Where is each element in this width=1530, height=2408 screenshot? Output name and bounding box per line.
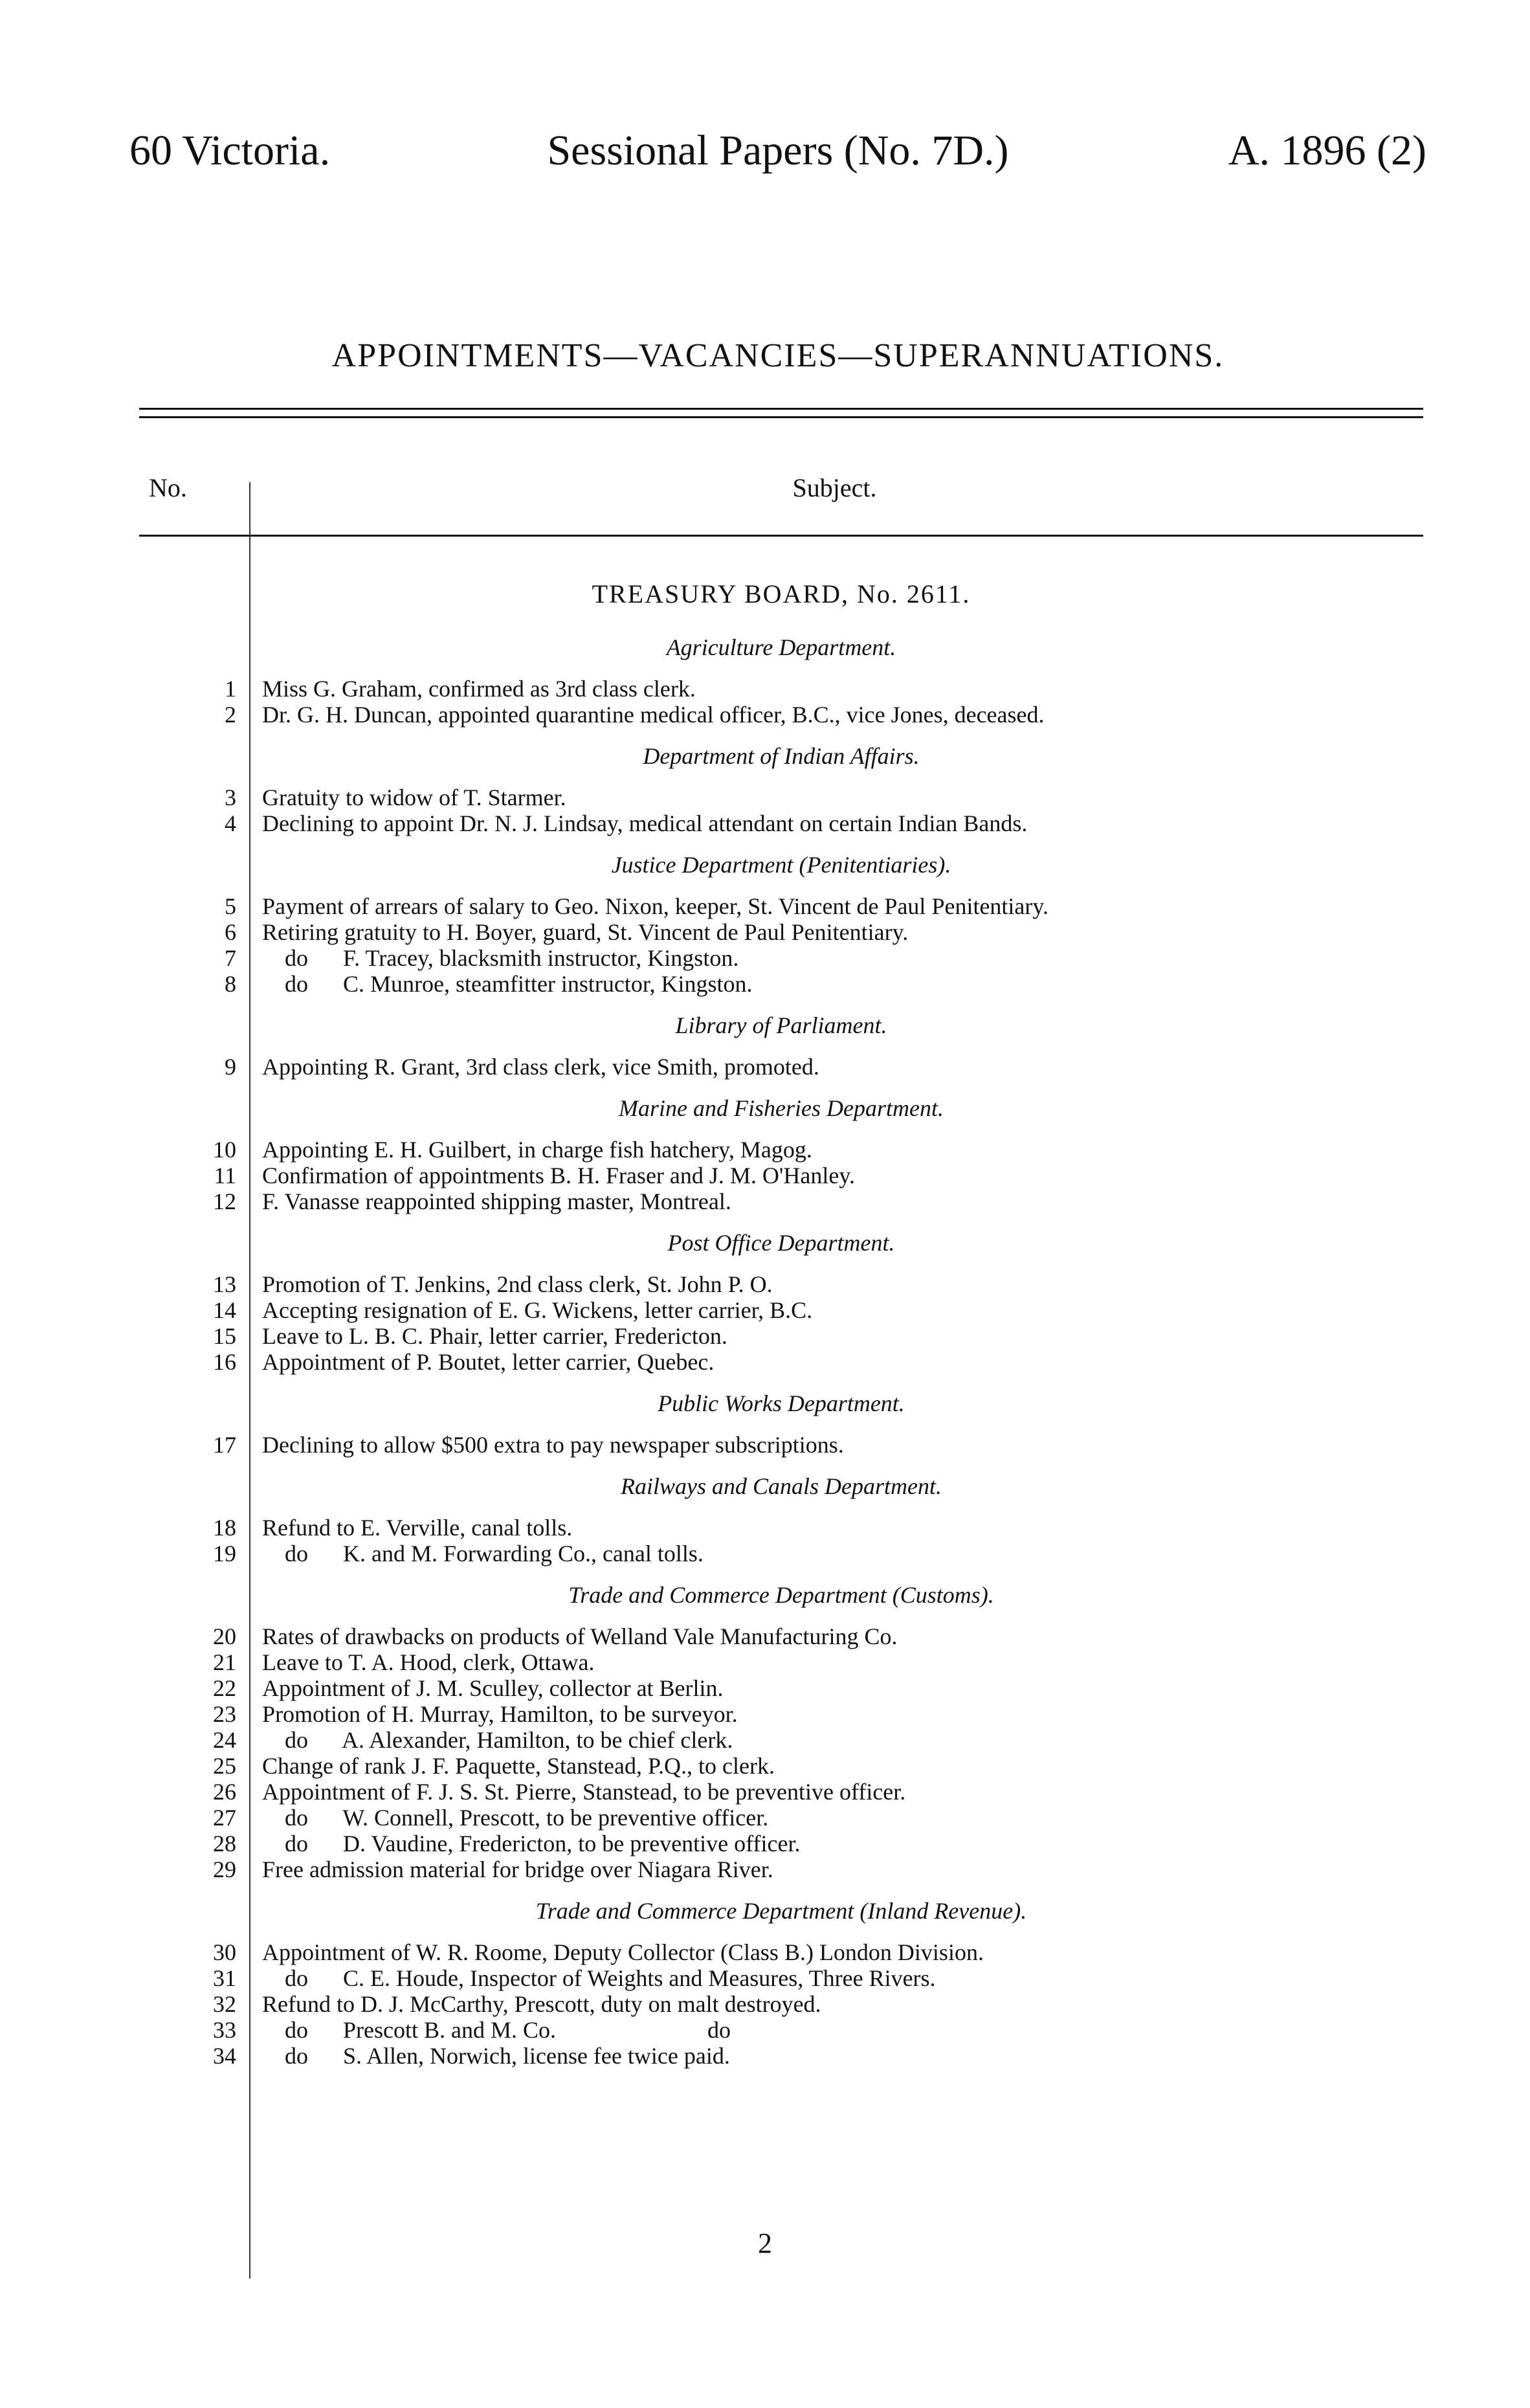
item-number: 14 bbox=[213, 1297, 236, 1323]
item-number: 29 bbox=[213, 1856, 236, 1882]
list-item bbox=[139, 2043, 1423, 2069]
list-item bbox=[139, 1753, 1423, 1779]
list-item bbox=[139, 1831, 1423, 1856]
item-subject: do D. Vaudine, Fredericton, to be preventive officer. bbox=[285, 1831, 801, 1856]
header-year: A. 1896 (2) bbox=[1228, 127, 1426, 174]
item-number: 6 bbox=[225, 919, 236, 945]
item-subject: Dr. G. H. Duncan, appointed quarantine medical officer, B.C., vice Jones, deceased. bbox=[262, 702, 1045, 728]
list-item bbox=[139, 1779, 1423, 1805]
item-subject: Accepting resignation of E. G. Wickens, letter carrier, B.C. bbox=[262, 1297, 813, 1323]
list-item bbox=[139, 1991, 1423, 2017]
item-subject: Appointing R. Grant, 3rd class clerk, vice Smith, promoted. bbox=[262, 1054, 819, 1080]
item-subject: do W. Connell, Prescott, to be preventive officer. bbox=[285, 1805, 769, 1831]
item-subject: Promotion of H. Murray, Hamilton, to be surveyor. bbox=[262, 1701, 738, 1727]
item-subject: Free admission material for bridge over Niagara River. bbox=[262, 1856, 773, 1882]
item-subject: do K. and M. Forwarding Co., canal tolls. bbox=[285, 1541, 704, 1566]
list-item bbox=[139, 919, 1423, 945]
list-item bbox=[139, 1432, 1423, 1458]
item-subject: do S. Allen, Norwich, license fee twice paid. bbox=[285, 2043, 730, 2069]
list-item bbox=[139, 971, 1423, 997]
item-number: 20 bbox=[213, 1623, 236, 1649]
item-subject: Appointment of F. J. S. St. Pierre, Stanstead, to be preventive officer. bbox=[262, 1779, 906, 1805]
item-subject: Appointment of W. R. Roome, Deputy Collector (Class B.) London Division. bbox=[262, 1939, 984, 1965]
board-title: TREASURY BOARD, No. 2611. bbox=[592, 579, 971, 608]
item-subject: F. Vanasse reappointed shipping master, Montreal. bbox=[262, 1188, 731, 1214]
header-paper-title: Sessional Papers (No. 7D.) bbox=[547, 127, 1009, 174]
item-subject: do F. Tracey, blacksmith instructor, Kingston. bbox=[285, 945, 739, 971]
list-item bbox=[139, 702, 1423, 728]
item-number: 3 bbox=[225, 785, 236, 810]
item-subject: Miss G. Graham, confirmed as 3rd class clerk. bbox=[262, 676, 696, 702]
section-heading: Public Works Department. bbox=[658, 1390, 905, 1416]
item-number: 16 bbox=[213, 1349, 236, 1375]
section-heading: Library of Parliament. bbox=[675, 1012, 887, 1038]
item-subject: Confirmation of appointments B. H. Fraser and J. M. O'Hanley. bbox=[262, 1163, 856, 1188]
list-item bbox=[139, 1323, 1423, 1349]
item-number: 22 bbox=[213, 1675, 236, 1701]
item-number: 1 bbox=[225, 676, 236, 702]
item-subject: Change of rank J. F. Paquette, Stanstead, P.Q., to clerk. bbox=[262, 1753, 775, 1779]
item-number: 5 bbox=[225, 893, 236, 919]
section-heading: Agriculture Department. bbox=[666, 634, 896, 660]
column-header-rule bbox=[139, 535, 1423, 537]
subject-list bbox=[139, 570, 1423, 2069]
list-item bbox=[139, 1054, 1423, 1080]
section-heading: Department of Indian Affairs. bbox=[643, 743, 920, 769]
item-subject: Refund to D. J. McCarthy, Prescott, duty on malt destroyed. bbox=[262, 1991, 821, 2017]
item-number: 9 bbox=[225, 1054, 236, 1080]
list-item bbox=[139, 1701, 1423, 1727]
item-number: 31 bbox=[213, 1965, 236, 1991]
item-number: 34 bbox=[213, 2043, 236, 2069]
item-subject: Rates of drawbacks on products of Welland Vale Manufacturing Co. bbox=[262, 1623, 898, 1649]
list-item bbox=[139, 810, 1423, 836]
section-heading: Post Office Department. bbox=[667, 1230, 895, 1256]
item-number: 23 bbox=[213, 1701, 236, 1727]
list-item bbox=[139, 1271, 1423, 1297]
list-item bbox=[139, 1349, 1423, 1375]
list-item bbox=[139, 1163, 1423, 1188]
item-number: 2 bbox=[225, 702, 236, 728]
item-subject: Retiring gratuity to H. Boyer, guard, St. Vincent de Paul Penitentiary. bbox=[262, 919, 909, 945]
page-number: 2 bbox=[758, 2227, 772, 2259]
title-double-rule bbox=[139, 408, 1423, 418]
list-item bbox=[139, 2017, 1423, 2043]
list-item bbox=[139, 945, 1423, 971]
section-heading: Trade and Commerce Department (Customs). bbox=[568, 1582, 994, 1608]
item-subject: Appointment of P. Boutet, letter carrier, Quebec. bbox=[262, 1349, 715, 1375]
list-item bbox=[139, 1541, 1423, 1566]
item-number: 13 bbox=[213, 1271, 236, 1297]
item-number: 21 bbox=[213, 1649, 236, 1675]
section-heading: Marine and Fisheries Department. bbox=[619, 1095, 944, 1121]
item-number: 17 bbox=[213, 1432, 236, 1458]
list-item bbox=[139, 893, 1423, 919]
section-heading: Justice Department (Penitentiaries). bbox=[611, 852, 951, 878]
item-number: 28 bbox=[213, 1831, 236, 1856]
item-number: 8 bbox=[225, 971, 236, 997]
item-subject: Leave to T. A. Hood, clerk, Ottawa. bbox=[262, 1649, 595, 1675]
item-subject: Gratuity to widow of T. Starmer. bbox=[262, 785, 566, 810]
list-item bbox=[139, 1675, 1423, 1701]
list-item bbox=[139, 676, 1423, 702]
header-session: 60 Victoria. bbox=[129, 127, 331, 174]
item-subject: do C. Munroe, steamfitter instructor, Kingston. bbox=[285, 971, 753, 997]
item-number: 18 bbox=[213, 1515, 236, 1541]
list-item bbox=[139, 1297, 1423, 1323]
section-heading: Railways and Canals Department. bbox=[621, 1473, 942, 1499]
list-item bbox=[139, 1965, 1423, 1991]
item-number: 19 bbox=[213, 1541, 236, 1566]
item-number: 4 bbox=[225, 810, 236, 836]
item-subject: do Prescott B. and M. Co. do bbox=[285, 2017, 731, 2043]
item-subject: Payment of arrears of salary to Geo. Nixon, keeper, St. Vincent de Paul Penitentiary. bbox=[262, 893, 1049, 919]
item-number: 33 bbox=[213, 2017, 236, 2043]
item-subject: Appointment of J. M. Sculley, collector at Berlin. bbox=[262, 1675, 724, 1701]
item-number: 32 bbox=[213, 1991, 236, 2017]
item-number: 25 bbox=[213, 1753, 236, 1779]
item-subject: Refund to E. Verville, canal tolls. bbox=[262, 1515, 573, 1541]
page-title: APPOINTMENTS—VACANCIES—SUPERANNUATIONS. bbox=[331, 337, 1225, 374]
item-number: 27 bbox=[213, 1805, 236, 1831]
item-number: 26 bbox=[213, 1779, 236, 1805]
item-subject: Leave to L. B. C. Phair, letter carrier, Fredericton. bbox=[262, 1323, 727, 1349]
item-number: 10 bbox=[213, 1137, 236, 1163]
list-item bbox=[139, 1856, 1423, 1882]
list-item bbox=[139, 1623, 1423, 1649]
list-item bbox=[139, 1188, 1423, 1214]
list-item bbox=[139, 1939, 1423, 1965]
item-number: 7 bbox=[225, 945, 236, 971]
list-item bbox=[139, 1137, 1423, 1163]
item-number: 11 bbox=[214, 1163, 236, 1188]
item-subject: Appointing E. H. Guilbert, in charge fish hatchery, Magog. bbox=[262, 1137, 812, 1163]
item-subject: Declining to allow $500 extra to pay newspaper subscriptions. bbox=[262, 1432, 844, 1458]
column-header-subject: Subject. bbox=[792, 473, 877, 502]
item-number: 30 bbox=[213, 1939, 236, 1965]
list-item bbox=[139, 1727, 1423, 1753]
item-number: 12 bbox=[213, 1188, 236, 1214]
list-item bbox=[139, 1649, 1423, 1675]
section-heading: Trade and Commerce Department (Inland Revenue). bbox=[535, 1898, 1027, 1924]
item-subject: Promotion of T. Jenkins, 2nd class clerk, St. John P. O. bbox=[262, 1271, 773, 1297]
list-item bbox=[139, 1515, 1423, 1541]
item-subject: do C. E. Houde, Inspector of Weights and Measures, Three Rivers. bbox=[285, 1965, 936, 1991]
item-subject: do A. Alexander, Hamilton, to be chief clerk. bbox=[285, 1727, 733, 1753]
list-item bbox=[139, 1805, 1423, 1831]
column-header-no: No. bbox=[149, 473, 187, 502]
running-header bbox=[129, 122, 1426, 180]
list-item bbox=[139, 785, 1423, 810]
item-number: 24 bbox=[213, 1727, 236, 1753]
item-subject: Declining to appoint Dr. N. J. Lindsay, medical attendant on certain Indian Bands. bbox=[262, 810, 1028, 836]
item-number: 15 bbox=[213, 1323, 236, 1349]
